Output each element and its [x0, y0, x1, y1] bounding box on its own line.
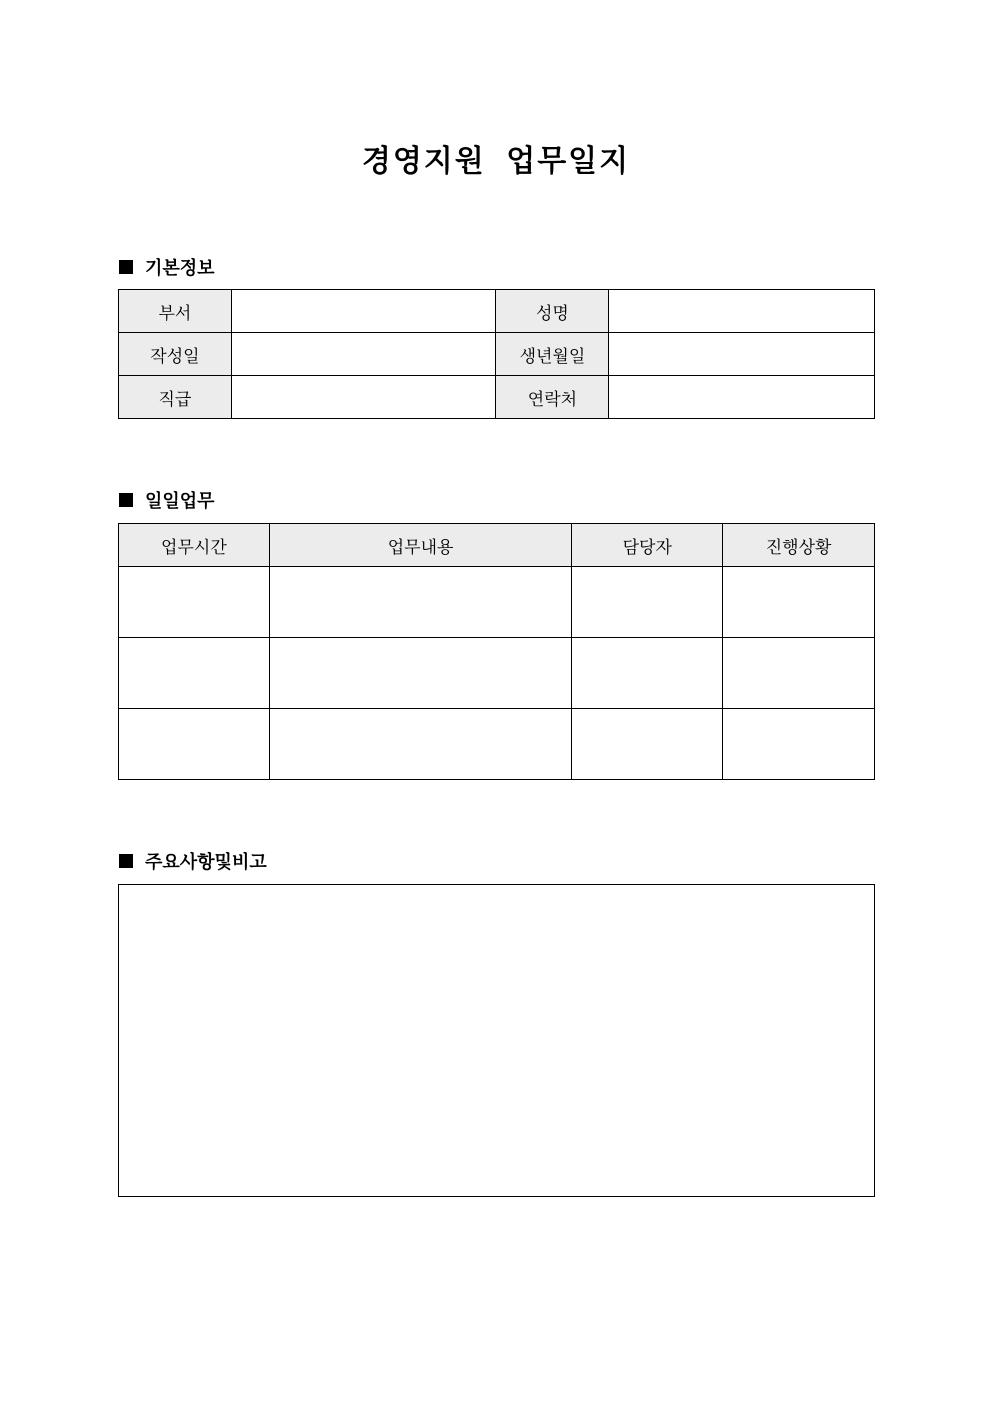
date-written-label: 작성일 — [119, 333, 232, 376]
basic-info-table — [118, 289, 875, 419]
work-time-cell[interactable] — [119, 638, 270, 709]
notes-heading — [119, 848, 267, 874]
notes-heading-text: 주요사항및비고 — [145, 852, 267, 873]
table-row — [119, 376, 875, 419]
name-label: 성명 — [496, 290, 609, 333]
table-row — [119, 290, 875, 333]
assignee-cell[interactable] — [572, 638, 723, 709]
work-content-header: 업무내용 — [269, 524, 572, 567]
daily-work-table — [118, 523, 875, 780]
notes-box[interactable] — [118, 884, 875, 1197]
progress-header: 진행상황 — [723, 524, 875, 567]
table-header-row — [119, 524, 875, 567]
contact-label: 연락처 — [496, 376, 609, 419]
basic-info-heading-text: 기본정보 — [145, 258, 215, 279]
square-bullet-icon — [119, 260, 133, 274]
square-bullet-icon — [119, 854, 133, 868]
position-label: 직급 — [119, 376, 232, 419]
progress-cell[interactable] — [723, 567, 875, 638]
square-bullet-icon — [119, 493, 133, 507]
daily-work-heading — [119, 487, 215, 513]
name-field[interactable] — [609, 290, 875, 333]
work-content-cell[interactable] — [269, 567, 572, 638]
work-time-cell[interactable] — [119, 567, 270, 638]
table-row — [119, 709, 875, 780]
date-written-field[interactable] — [231, 333, 496, 376]
birthdate-field[interactable] — [609, 333, 875, 376]
assignee-cell[interactable] — [572, 567, 723, 638]
work-time-cell[interactable] — [119, 709, 270, 780]
progress-cell[interactable] — [723, 638, 875, 709]
progress-cell[interactable] — [723, 709, 875, 780]
daily-work-heading-text: 일일업무 — [145, 491, 215, 512]
work-time-header: 업무시간 — [119, 524, 270, 567]
contact-field[interactable] — [609, 376, 875, 419]
birthdate-label: 생년월일 — [496, 333, 609, 376]
document-title: 경영지원 업무일지 — [361, 144, 631, 179]
work-content-cell[interactable] — [269, 638, 572, 709]
department-label: 부서 — [119, 290, 232, 333]
table-row — [119, 638, 875, 709]
work-content-cell[interactable] — [269, 709, 572, 780]
assignee-header: 담당자 — [572, 524, 723, 567]
table-row — [119, 567, 875, 638]
assignee-cell[interactable] — [572, 709, 723, 780]
basic-info-heading — [119, 254, 215, 280]
department-field[interactable] — [231, 290, 496, 333]
position-field[interactable] — [231, 376, 496, 419]
table-row — [119, 333, 875, 376]
